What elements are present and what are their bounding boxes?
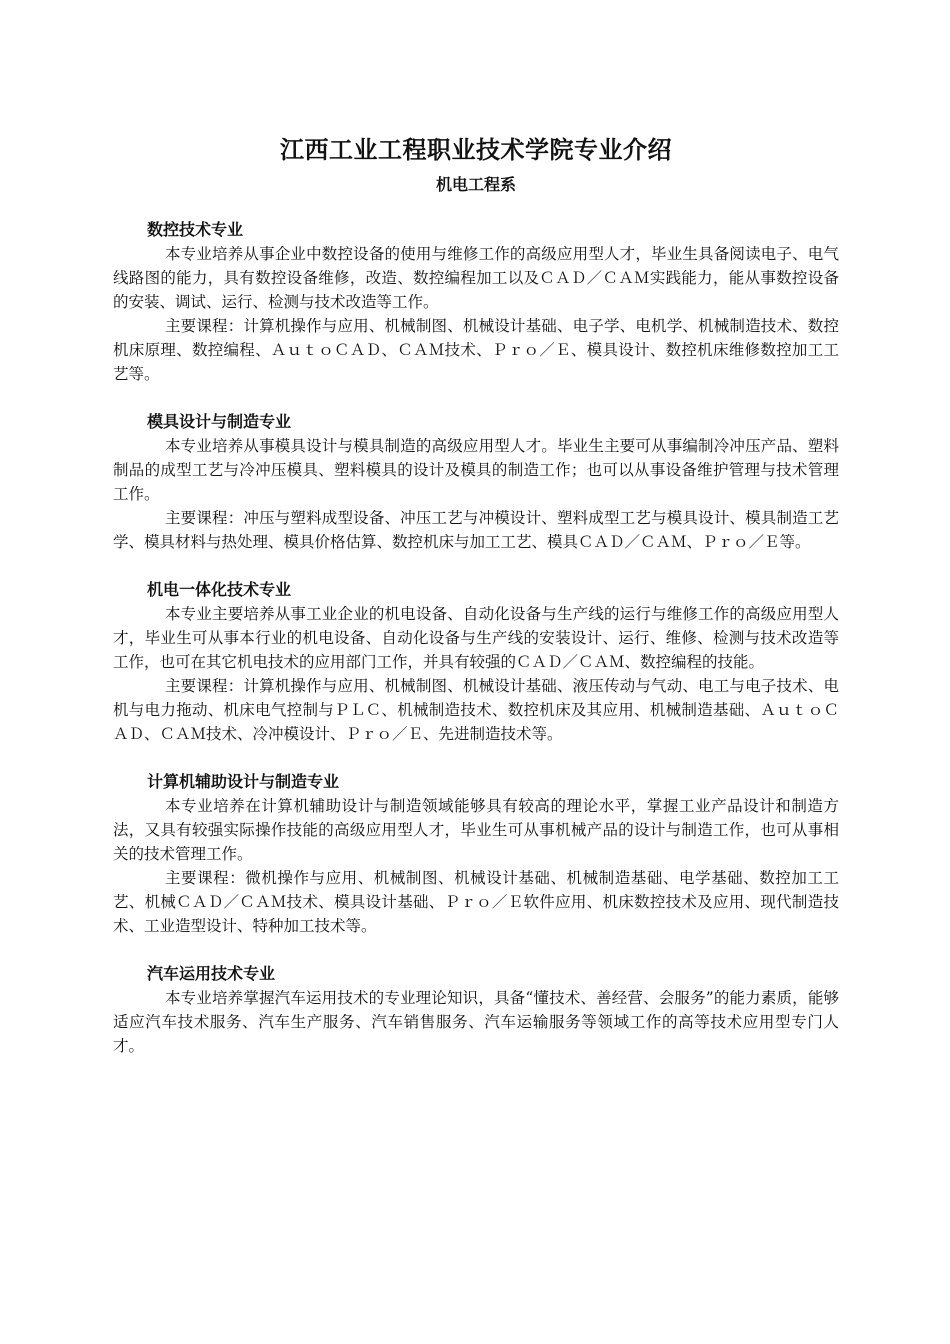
section-mechatronics xyxy=(113,578,839,746)
section-heading: 计算机辅助设计与制造专业 xyxy=(147,772,340,791)
section-heading: 模具设计与制造专业 xyxy=(147,412,292,431)
section-mold-design xyxy=(113,410,839,554)
section-heading: 数控技术专业 xyxy=(147,220,244,239)
section-automotive xyxy=(113,962,839,1058)
section-intro: 本专业主要培养从事工业企业的机电设备、自动化设备与生产线的运行与维修工作的高级应用型人才，毕业生可从事本行业的机电设备、自动化设备与生产线的安装设计、运行、维修、检测与技术改造等工作，也可在其它机电技术的应用部门工作，并具有较强的ＣＡＤ／ＣＡＭ、数控编程的技能。 xyxy=(113,605,839,671)
section-courses: 主要课程：微机操作与应用、机械制图、机械设计基础、机械制造基础、电学基础、数控加工工艺、机械ＣＡＤ／ＣＡＭ技术、模具设计基础、Ｐｒｏ／Ｅ软件应用、机床数控技术及应用、现代制造技术、工业造型设计、特种加工技术等。 xyxy=(113,869,839,935)
section-intro: 本专业培养从事企业中数控设备的使用与维修工作的高级应用型人才，毕业生具备阅读电子、电气线路图的能力，具有数控设备维修，改造、数控编程加工以及ＣＡＤ／ＣＡＭ实践能力，能从事数控设备的安装、调试、运行、检测与技术改造等工作。 xyxy=(113,245,839,311)
document-page xyxy=(113,130,839,1082)
section-intro: 本专业培养从事模具设计与模具制造的高级应用型人才。毕业生主要可从事编制冷冲压产品、塑料制品的成型工艺与冷冲压模具、塑料模具的设计及模具的制造工作；也可以从事设备维护管理与技术管理工作。 xyxy=(113,437,839,503)
section-intro: 本专业培养在计算机辅助设计与制造领域能够具有较高的理论水平，掌握工业产品设计和制造方法，又具有较强实际操作技能的高级应用型人才，毕业生可从事机械产品的设计与制造工作，也可从事相关的技术管理工作。 xyxy=(113,797,839,863)
section-courses: 主要课程：计算机操作与应用、机械制图、机械设计基础、电子学、电机学、机械制造技术、数控机床原理、数控编程、ＡｕｔｏＣＡＤ、ＣＡＭ技术、Ｐｒｏ／Ｅ、模具设计、数控机床维修数控加工工艺等。 xyxy=(113,317,839,383)
section-courses: 主要课程：计算机操作与应用、机械制图、机械设计基础、液压传动与气动、电工与电子技术、电机与电力拖动、机床电气控制与ＰＬＣ、机械制造技术、数控机床及其应用、机械制造基础、ＡｕｔｏＣＡＤ、ＣＡＭ技术、冷冲模设计、Ｐｒｏ／Ｅ、先进制造技术等。 xyxy=(113,677,839,743)
section-heading: 汽车运用技术专业 xyxy=(147,964,276,983)
section-heading: 机电一体化技术专业 xyxy=(147,580,292,599)
section-intro: 本专业培养掌握汽车运用技术的专业理论知识，具备“懂技术、善经营、会服务”的能力素质，能够适应汽车技术服务、汽车生产服务、汽车销售服务、汽车运输服务等领域工作的高等技术应用型专门人才。 xyxy=(113,989,839,1055)
document-title: 江西工业工程职业技术学院专业介绍 xyxy=(280,136,672,164)
section-courses: 主要课程：冲压与塑料成型设备、冲压工艺与冲模设计、塑料成型工艺与模具设计、模具制造工艺学、模具材料与热处理、模具价格估算、数控机床与加工工艺、模具ＣＡＤ／ＣＡＭ、Ｐｒｏ／Ｅ等。 xyxy=(113,509,839,551)
section-cnc-technology xyxy=(113,218,839,386)
department-name: 机电工程系 xyxy=(435,175,516,194)
section-cad-cam xyxy=(113,770,839,938)
